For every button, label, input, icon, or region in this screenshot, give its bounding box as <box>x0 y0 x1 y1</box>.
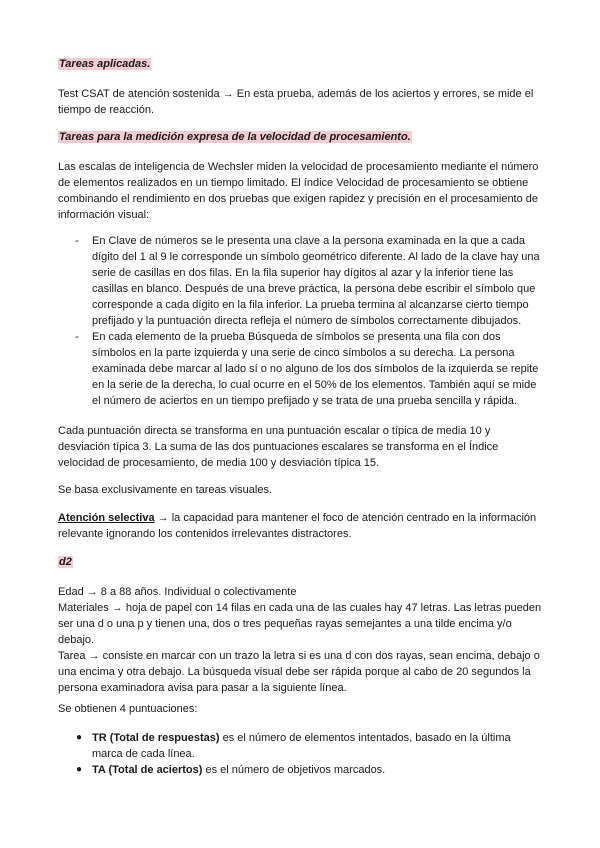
list-item <box>58 730 544 762</box>
bullet-dot-icon: ● <box>76 764 83 775</box>
atencion-selectiva-term: Atención selectiva <box>58 512 155 524</box>
list-item: - En Clave de números se le presenta una clave a la persona examinada en la que a cada dígito del 1 al 9 le corresponde un símbolo geométrico diferente. Al lado de la clave hay una serie de casillas en dos filas. En la fila superior hay dígitos al azar y la inferior tiene las casillas en blanco. Después de una breve práctica, la persona debe escribir el símbolo que corresponde a cada dígito en la fila inferior. La prueba termina al alcanzarse cierto tiempo prefijado y la puntuación directa refleja el número de símbolos correctamente dibujados. <box>58 233 544 329</box>
scores-paragraph: Cada puntuación directa se transforma en una puntuación escalar o típica de media 10 y desviación típica 3. La suma de las dos puntuaciones escalares se transforma en el Índice velocidad de procesamiento, de media 100 y desviación típica 15. <box>58 425 499 469</box>
atencion-selectiva-paragraph <box>58 510 544 542</box>
puntuaciones-intro: Se obtienen 4 puntuaciones: <box>58 703 198 715</box>
heading-tareas-aplicadas: Tareas aplicadas. <box>59 58 151 70</box>
score-text: es el número de elementos intentados, basado en la última marca de cada línea. <box>92 732 511 760</box>
d2-description <box>58 584 544 696</box>
scores-bullet-list <box>58 730 544 778</box>
d2-materiales: Materiales → hoja de papel con 14 filas en cada una de las cuales hay 47 letras. Las letras pueden ser una d o una p y tienen una, dos o tres pequeñas rayas semejantes a una tilde encima y/o debajo. <box>58 602 542 646</box>
score-term: TA (Total de aciertos) <box>92 764 203 776</box>
csat-paragraph: Test CSAT de atención sostenida → En esta prueba, además de los aciertos y errores, se mide el tiempo de reacción. <box>58 88 534 116</box>
list-item <box>58 762 544 778</box>
d2-edad: Edad → 8 a 88 años. Individual o colectivamente <box>58 586 297 598</box>
atencion-selectiva-definition: → la capacidad para mantener el foco de atención centrado en la información relevante ignorando los contenidos irrelevantes distractores. <box>58 512 537 540</box>
d2-tarea: Tarea → consiste en marcar con un trazo la letra si es una d con dos rayas, sean encima, debajo o una encima y otra debajo. La búsqueda visual debe ser rápida porque al cabo de 20 segundos la persona examinadora avisa para pasar a la siguiente línea. <box>58 650 540 694</box>
list-item: - En cada elemento de la prueba Búsqueda de símbolos se presenta una fila con dos símbolos en la parte izquierda y una serie de cinco símbolos a su derecha. La persona examinada debe marcar al lado sí o no alguno de los dos símbolos de la izquierda se repite en la serie de la derecha, lo cual ocurre en el 50% de los elementos. También aquí se mide el número de aciertos en un tiempo prefijado y se trata de una prueba sencilla y rápida. <box>58 329 544 409</box>
score-term: TR (Total de respuestas) <box>92 732 220 744</box>
wechsler-paragraph: Las escalas de inteligencia de Wechsler miden la velocidad de procesamiento mediante el número de elementos realizados en un tiempo limitado. El índice Velocidad de procesamiento se obtiene combinando el rendimiento en dos pruebas que exigen rapidez y precisión en el procesamiento de información visual: <box>58 161 539 221</box>
dash-list <box>58 233 544 409</box>
bullet-dot-icon: ● <box>76 732 83 743</box>
heading-velocidad-procesamiento: Tareas para la medición expresa de la velocidad de procesamiento. <box>59 131 411 143</box>
score-text: es el número de objetivos marcados. <box>202 764 386 776</box>
heading-d2: d2 <box>59 556 72 568</box>
visual-paragraph: Se basa exclusivamente en tareas visuales. <box>58 484 273 496</box>
